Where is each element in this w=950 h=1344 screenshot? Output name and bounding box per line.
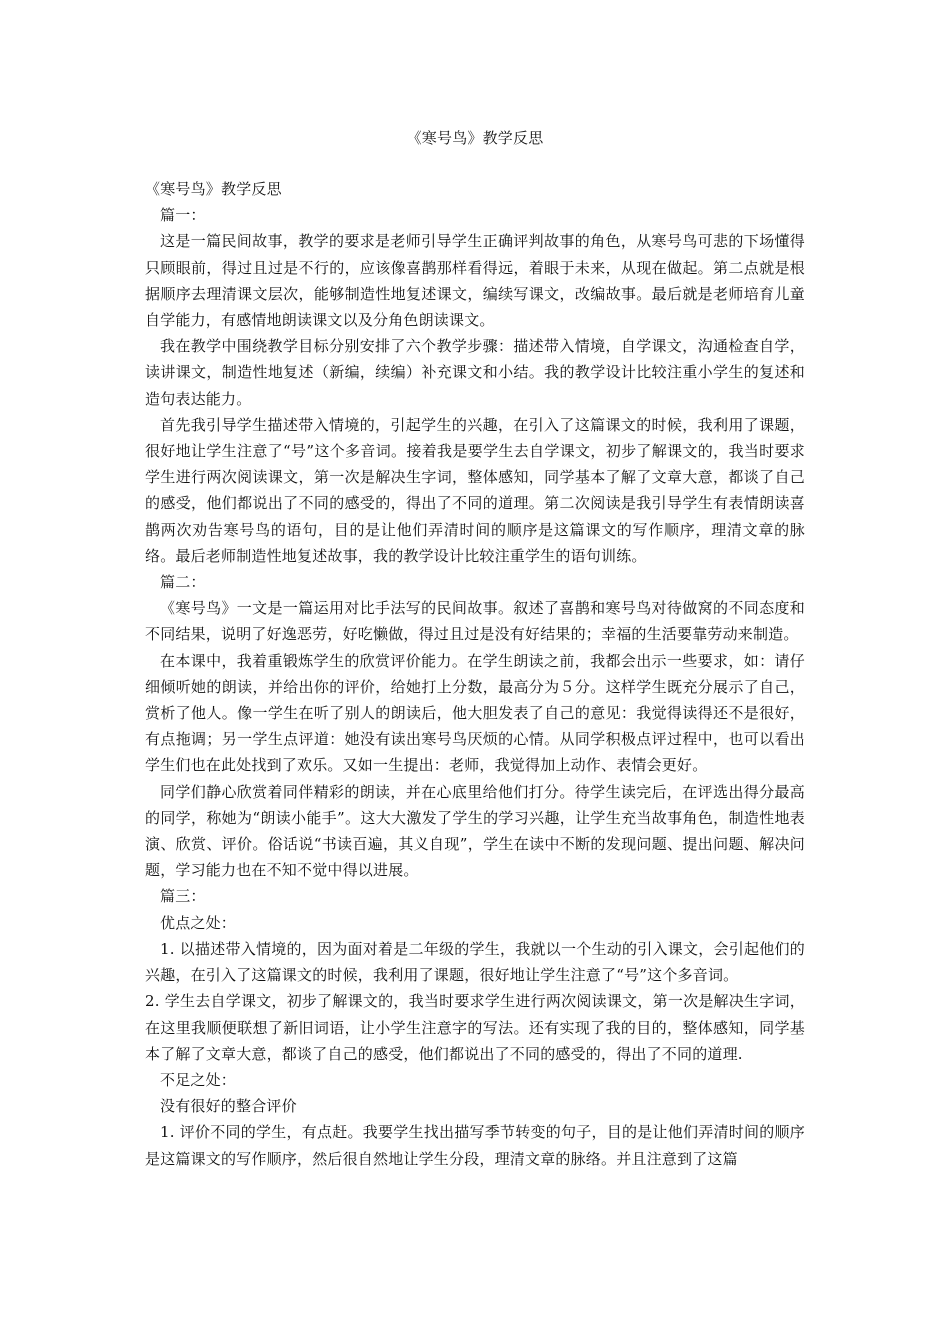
document-heading: 《寒号鸟》教学反思 (145, 180, 282, 198)
merit-item-2: 2. 学生去自学课文，初步了解课文的，我当时要求学生进行两次阅读课文，第一次是解决生字词，在这里我顺便联想了新旧词语，让小学生注意字的写法。还有实现了我的目的，整体感知，同学基本了解了文章大意，都谈了自己的感受，他们都说出了不同的感受的，得出了不同的道理. (145, 992, 805, 1063)
part-three-label: 篇三： (160, 887, 206, 906)
part-one-paragraph-3: 首先我引导学生描述带入情境的，引起学生的兴趣，在引入了这篇课文的时候，我利用了课题，很好地让学生注意了“号”这个多音词。接着我是要学生去自学课文，初步了解课文的，我当时要求学生进行两次阅读课文，第一次是解决生字词，整体感知，同学基本了解了文章大意，都谈了自己的感受，他们都说出了不同的感受的，得出了不同的道理。第二次阅读是我引导学生有表情朗读喜鹊两次劝告寒号鸟的语句，目的是让他们弄清时间的顺序是这篇课文的写作顺序，理清文章的脉络。最后老师制造性地复述故事，我的教学设计比较注重学生的语句训练。 (145, 415, 805, 565)
merit-item-1: 1. 以描述带入情境的，因为面对着是二年级的学生，我就以一个生动的引入课文，会引起他们的兴趣，在引入了这篇课文的时候，我利用了课题，很好地让学生注意了“号”这个多音词。 (145, 939, 805, 985)
part-two-label: 篇二： (160, 573, 206, 592)
part-one-paragraph-1: 这是一篇民间故事，教学的要求是老师引导学生正确评判故事的角色，从寒号鸟可悲的下场懂得只顾眼前，得过且过是不行的，应该像喜鹊那样看得远，着眼于未来，从现在做起。第二点就是根据顺序去理清课文层次，能够制造性地复述课文，编续写课文，改编故事。最后就是老师培育儿童自学能力，有感情地朗读课文以及分角色朗读课文。 (145, 232, 805, 330)
part-two-paragraph-2: 在本课中，我着重锻炼学生的欣赏评价能力。在学生朗读之前，我都会出示一些要求，如：请仔细倾听她的朗读，并给出你的评价，给她打上分数，最高分为５分。这样学生既充分展示了自己，赏析了他人。像一学生在听了别人的朗读后，他大胆发表了自己的意见：我觉得读得还不是很好，有点拖调；另一学生点评道：她没有读出寒号鸟厌烦的心情。从同学积极点评过程中，也可以看出学生们也在此处找到了欢乐。又如一生提出：老师，我觉得加上动作、表情会更好。 (145, 651, 805, 775)
part-one-label: 篇一： (160, 206, 206, 225)
merits-label: 优点之处： (160, 913, 237, 932)
flaw-item-1: 1. 评价不同的学生，有点赶。我要学生找出描写季节转变的句子，目的是让他们弄清时间的顺序是这篇课文的写作顺序，然后很自然地让学生分段，理清文章的脉络。并且注意到了这篇 (145, 1123, 805, 1168)
page-title: 《寒号鸟》教学反思 (406, 129, 544, 147)
flaw-summary: 没有很好的整合评价 (160, 1097, 297, 1116)
document-body (145, 176, 805, 1172)
flaws-label: 不足之处： (160, 1070, 237, 1089)
part-one-paragraph-2: 我在教学中围绕教学目标分别安排了六个教学步骤：描述带入情境，自学课文，沟通检查自学，读讲课文，制造性地复述（新编，续编）补充课文和小结。我的教学设计比较注重小学生的复述和造句表达能力。 (145, 337, 805, 408)
part-two-paragraph-3: 同学们静心欣赏着同伴精彩的朗读，并在心底里给他们打分。待学生读完后，在评选出得分最高的同学，称她为“朗读小能手”。这大大激发了学生的学习兴趣，让学生充当故事角色，制造性地表演、欣赏、评价。俗话说“书读百遍，其义自现”，学生在读中不断的发现问题、提出问题、解决问题，学习能力也在不知不觉中得以进展。 (145, 782, 805, 880)
part-two-paragraph-1: 《寒号鸟》一文是一篇运用对比手法写的民间故事。叙述了喜鹊和寒号鸟对待做窝的不同态度和不同结果，说明了好逸恶劳，好吃懒做，得过且过是没有好结果的；幸福的生活要靠劳动来制造。 (145, 599, 805, 644)
